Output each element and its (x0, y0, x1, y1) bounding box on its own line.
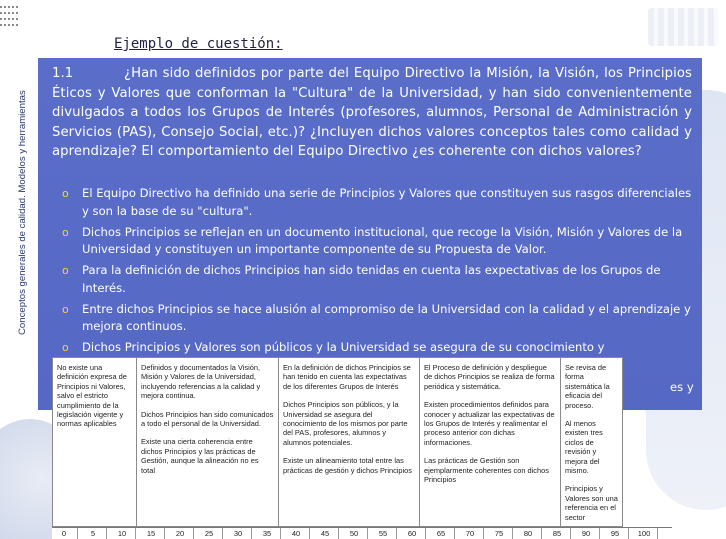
scale-tick-divider (77, 528, 78, 539)
circle-bullet-icon: o (62, 264, 69, 277)
answer-list (54, 185, 694, 360)
scale-tick-divider (222, 528, 223, 539)
scale-tick-label: 70 (465, 529, 475, 538)
scale-tick-label: 95 (610, 529, 620, 538)
scale-tick-label: 15 (146, 529, 156, 538)
list-item: o El Equipo Directivo ha definido una serie de Principios y Valores que constituyen sus rasgos diferenciales y son la base de su "cultura". (62, 186, 692, 218)
scale-tick-divider (135, 528, 136, 539)
scale-tick-divider (367, 528, 368, 539)
scale-tick-label: 35 (262, 529, 272, 538)
question-number: 1.1 (52, 66, 74, 81)
scale-tick-label: 30 (233, 529, 243, 538)
scale-tick-label: 65 (436, 529, 446, 538)
side-section-label: Conceptos generales de calidad. Modelos y herramientas (17, 90, 28, 335)
dotted-decoration (0, 24, 20, 26)
scale-tick-label: 5 (90, 529, 96, 538)
scale-tick-divider (454, 528, 455, 539)
dotted-decoration (0, 6, 20, 8)
scale-tick-label: 0 (61, 529, 67, 538)
scale-tick-divider (570, 528, 571, 539)
list-item: o Dichos Principios y Valores son públicos y la Universidad se asegura de su conocimiento y (54, 339, 694, 357)
list-item: o Dichos Principios se reflejan en un documento institucional, que recoge la Visión, Misión y Valores de la Universidad y constituyen un importante componente de su Propuesta de Valor. (62, 224, 683, 256)
rubric-column-4: El Proceso de definición y despliegue de dichos Principios se realiza de forma periódica y sistemática. Existen procedimientos definidos para conocer y actualizar las expectativas de los Grupos de Interés y realimentar el proceso anterior con dichas informaciones. Las prácticas de Gestión son ejemplarmente coherentes con dichos Principios (420, 358, 561, 528)
scale-tick-label: 45 (320, 529, 330, 538)
dotted-decoration (0, 18, 20, 20)
logo-watermark (648, 8, 718, 46)
question-text (52, 64, 692, 162)
scale-tick-label: 40 (291, 529, 301, 538)
scale-tick-label: 20 (175, 529, 185, 538)
scale-tick-divider (541, 528, 542, 539)
rubric-column-2: Definidos y documentados la Visión, Misión y Valores de la Universidad, incluyendo referencias a la calidad y mejora continua. Dichos Principios han sido comunicados a todo el personal de la Universidad. Existe una cierta coherencia entre dichos Principios y las prácticas de Gestión, aunque la alineación no es total (137, 358, 279, 528)
scale-tick-label: 75 (494, 529, 504, 538)
dotted-decoration (0, 12, 20, 14)
question-body: ¿Han sido definidos por parte del Equipo Directivo la Misión, la Visión, los Principios Éticos y Valores que conforman la "Cultura" de la Universidad, y han sido convenientemente divulgados a todos los Grupos de Interés (profesores, alumnos, Personal de Administración y Servicios (PAS), Consejo Social, etc.)? ¿Incluyen dichos valores conceptos tales como calidad y aprendizaje? El comportamiento del Equipo Directivo ¿es coherente con dichos valores? (52, 66, 692, 159)
scale-tick-label: 85 (552, 529, 562, 538)
scale-tick-divider (483, 528, 484, 539)
scale-tick-divider (396, 528, 397, 539)
scale-tick-label: 90 (581, 529, 591, 538)
scale-tick-divider (425, 528, 426, 539)
scale-tick-divider (164, 528, 165, 539)
rubric-column-3: En la definición de dichos Principios se han tenido en cuenta las expectativas de los diferentes Grupos de Interés Dichos Principios son públicos, y la Universidad se asegura del conocimiento de los mismos por parte del PAS, profesores, alumnos y alumnos potenciales. Existe un alineamiento total entre las prácticas de gestión y dichos Principios (279, 358, 420, 528)
scale-tick-divider (599, 528, 600, 539)
circle-bullet-icon: o (62, 225, 69, 239)
scale-tick-divider (106, 528, 107, 539)
scale-tick-label: 10 (117, 529, 127, 538)
scale-tick-divider (280, 528, 281, 539)
circle-bullet-icon: o (62, 341, 69, 354)
scale-tick-label: 100 (637, 529, 651, 538)
scale-tick-label: 50 (349, 529, 359, 538)
scale-tick-label: 55 (378, 529, 388, 538)
page-title: Ejemplo de cuestión: (114, 36, 283, 52)
list-item: o Entre dichos Principios se hace alusión al compromiso de la Universidad con la calidad y el aprendizaje y mejora continuos. (62, 301, 691, 333)
scale-tick-divider (193, 528, 194, 539)
scale-tick-divider (512, 528, 513, 539)
scale-tick-label: 25 (204, 529, 214, 538)
scale-tick-divider (628, 528, 629, 539)
scale-tick-divider (309, 528, 310, 539)
scale-tick-label: 60 (407, 529, 417, 538)
rubric-column-1: No existe una definición expresa de Principios ni Valores, salvo el estricto cumplimiento de la legislación vigente y normas aplicables (53, 358, 137, 528)
score-scale (52, 527, 672, 539)
scale-tick-divider (657, 528, 658, 539)
scale-tick-label: 80 (523, 529, 533, 538)
rubric-column-5: Se revisa de forma sistemática la eficacia del proceso. Al menos existen tres ciclos de revisión y mejora del mismo. Principios y Valores son una referencia en el sector (565, 363, 618, 522)
circle-bullet-icon: o (62, 187, 69, 200)
circle-bullet-icon: o (62, 302, 69, 316)
answer-overflow-text: es y (670, 380, 694, 394)
list-item: o Para la definición de dichos Principios han sido tenidas en cuenta las expectativas de los Grupos de Interés. (62, 263, 661, 295)
rubric-table (52, 357, 623, 527)
scale-tick-divider (338, 528, 339, 539)
scale-tick-divider (251, 528, 252, 539)
